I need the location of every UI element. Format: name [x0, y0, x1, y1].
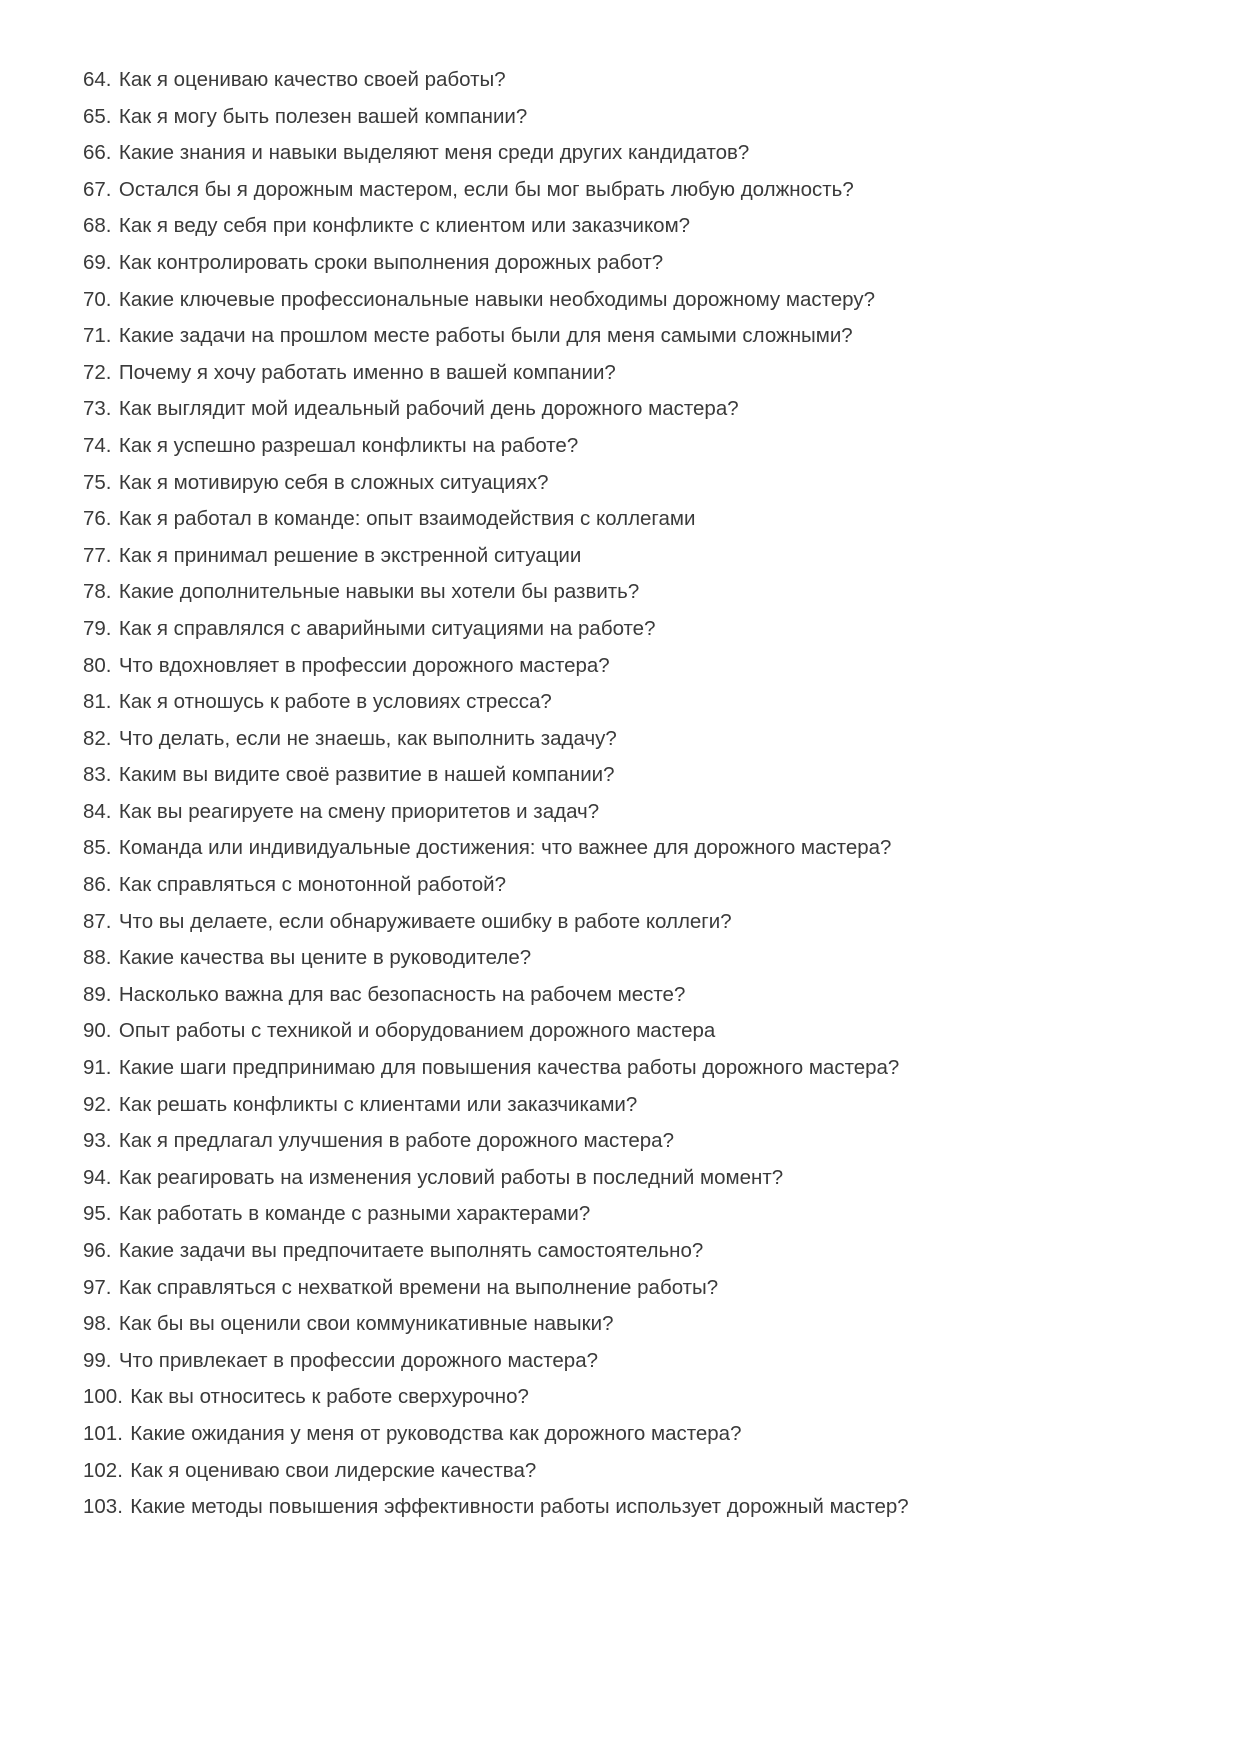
question-item	[83, 1013, 1199, 1050]
question-item	[83, 757, 1199, 794]
question-text: Какие ожидания у меня от руководства как дорожного мастера?	[130, 1421, 742, 1445]
question-item	[83, 648, 1199, 685]
question-item	[83, 538, 1199, 575]
question-item	[83, 904, 1199, 941]
question-item	[83, 1453, 1199, 1490]
question-item	[83, 721, 1199, 758]
question-number: 94.	[83, 1165, 112, 1189]
question-item	[83, 428, 1199, 465]
question-item	[83, 1343, 1199, 1380]
question-number: 100.	[83, 1385, 123, 1409]
question-item	[83, 1306, 1199, 1343]
question-item	[83, 977, 1199, 1014]
question-text: Как я принимал решение в экстренной ситуации	[118, 543, 582, 567]
question-number: 88.	[83, 946, 112, 970]
question-number: 95.	[83, 1202, 112, 1226]
question-number: 98.	[83, 1312, 112, 1336]
question-item	[83, 1123, 1199, 1160]
question-text: Какие ключевые профессиональные навыки необходимы дорожному мастеру?	[118, 287, 875, 311]
question-number: 89.	[83, 982, 112, 1006]
question-item	[83, 1379, 1199, 1416]
question-number: 102.	[83, 1458, 123, 1482]
question-text: Как работать в команде с разными характерами?	[118, 1202, 591, 1226]
question-number: 96.	[83, 1239, 112, 1262]
question-item	[83, 135, 1199, 172]
question-number: 81.	[83, 690, 112, 714]
question-number: 92.	[83, 1092, 112, 1116]
question-item	[83, 867, 1199, 904]
question-item	[83, 1270, 1199, 1307]
question-item	[83, 282, 1199, 319]
question-text: Как вы относитесь к работе сверхурочно?	[130, 1385, 529, 1409]
question-item	[83, 99, 1199, 136]
question-text: Почему я хочу работать именно в вашей компании?	[118, 360, 616, 384]
question-number: 72.	[83, 360, 112, 384]
question-number: 86.	[83, 873, 112, 897]
question-text: Как справляться с монотонной работой?	[118, 873, 507, 897]
question-text: Как я предлагал улучшения в работе дорожного мастера?	[118, 1129, 674, 1153]
question-number: 77.	[83, 543, 112, 567]
question-item	[83, 62, 1199, 99]
question-item	[83, 391, 1199, 428]
question-text: Насколько важна для вас безопасность на рабочем месте?	[118, 982, 686, 1006]
question-number: 85.	[83, 836, 112, 860]
question-number: 87.	[83, 909, 112, 933]
question-number: 103.	[83, 1495, 123, 1519]
question-text: Как бы вы оценили свои коммуникативные навыки?	[118, 1312, 614, 1336]
question-item	[83, 940, 1199, 977]
question-item	[83, 611, 1199, 648]
question-number: 74.	[83, 433, 112, 457]
question-item	[83, 1160, 1199, 1197]
question-text: Остался бы я дорожным мастером, если бы мог выбрать любую должность?	[118, 177, 854, 201]
question-list	[83, 62, 1199, 1526]
question-item	[83, 1050, 1199, 1087]
question-text: Как выглядит мой идеальный рабочий день дорожного мастера?	[118, 397, 739, 421]
question-text: Как я успешно разрешал конфликты на работе?	[118, 433, 579, 457]
question-number: 97.	[83, 1275, 112, 1299]
question-item	[83, 1416, 1199, 1453]
question-text: Какие задачи вы предпочитаете выполнять самостоятельно?	[118, 1239, 704, 1262]
question-text: Как решать конфликты с клиентами или заказчиками?	[118, 1092, 638, 1116]
question-item	[83, 355, 1199, 392]
question-text: Какие знания и навыки выделяют меня среди других кандидатов?	[118, 141, 750, 165]
question-item	[83, 1233, 1199, 1270]
question-text: Какие задачи на прошлом месте работы были для меня самыми сложными?	[118, 324, 853, 348]
question-item	[83, 1087, 1199, 1124]
question-number: 64.	[83, 68, 112, 91]
question-number: 68.	[83, 214, 112, 238]
question-item	[83, 501, 1199, 538]
question-item	[83, 830, 1199, 867]
question-text: Как я отношусь к работе в условиях стресса?	[118, 690, 552, 714]
question-item	[83, 1196, 1199, 1233]
question-item	[83, 172, 1199, 209]
question-text: Какие качества вы цените в руководителе?	[118, 946, 532, 970]
question-item	[83, 1489, 1199, 1526]
question-number: 80.	[83, 653, 112, 677]
question-number: 66.	[83, 141, 112, 165]
question-item	[83, 208, 1199, 245]
question-text: Как я могу быть полезен вашей компании?	[118, 104, 528, 128]
question-number: 73.	[83, 397, 112, 421]
question-number: 90.	[83, 1019, 112, 1043]
question-number: 71.	[83, 324, 112, 348]
question-number: 70.	[83, 287, 112, 311]
question-text: Как я мотивирую себя в сложных ситуациях?	[118, 470, 549, 494]
question-number: 84.	[83, 799, 112, 823]
question-item	[83, 465, 1199, 502]
question-number: 67.	[83, 177, 112, 201]
question-number: 76.	[83, 507, 112, 531]
question-number: 91.	[83, 1056, 112, 1080]
question-text: Как вы реагируете на смену приоритетов и задач?	[118, 799, 600, 823]
question-number: 78.	[83, 580, 112, 604]
question-text: Что делать, если не знаешь, как выполнить задачу?	[118, 726, 617, 750]
question-text: Как контролировать сроки выполнения дорожных работ?	[118, 250, 664, 274]
question-number: 83.	[83, 763, 112, 787]
question-text: Что привлекает в профессии дорожного мастера?	[118, 1348, 599, 1372]
question-text: Как я оцениваю качество своей работы?	[118, 68, 506, 91]
question-text: Как справляться с нехваткой времени на выполнение работы?	[118, 1275, 719, 1299]
question-text: Как реагировать на изменения условий работы в последний момент?	[118, 1165, 784, 1189]
question-item	[83, 245, 1199, 282]
question-text: Какие шаги предпринимаю для повышения качества работы дорожного мастера?	[118, 1056, 900, 1080]
question-text: Как я оцениваю свои лидерские качества?	[130, 1458, 537, 1482]
question-text: Как я справлялся с аварийными ситуациями на работе?	[118, 616, 656, 640]
question-item	[83, 794, 1199, 831]
question-text: Опыт работы с техникой и оборудованием дорожного мастера	[118, 1019, 716, 1043]
question-number: 75.	[83, 470, 112, 494]
question-text: Как я работал в команде: опыт взаимодействия с коллегами	[118, 507, 696, 531]
question-item	[83, 574, 1199, 611]
question-text: Какие методы повышения эффективности работы использует дорожный мастер?	[130, 1495, 909, 1519]
question-item	[83, 684, 1199, 721]
question-number: 99.	[83, 1348, 112, 1372]
question-number: 82.	[83, 726, 112, 750]
question-item	[83, 318, 1199, 355]
question-number: 65.	[83, 104, 112, 128]
question-text: Команда или индивидуальные достижения: что важнее для дорожного мастера?	[118, 836, 892, 860]
question-text: Что вдохновляет в профессии дорожного мастера?	[118, 653, 610, 677]
question-number: 69.	[83, 250, 112, 274]
question-text: Каким вы видите своё развитие в нашей компании?	[118, 763, 615, 787]
question-number: 79.	[83, 616, 112, 640]
question-text: Какие дополнительные навыки вы хотели бы развить?	[118, 580, 640, 604]
question-text: Что вы делаете, если обнаруживаете ошибку в работе коллеги?	[118, 909, 732, 933]
question-number: 93.	[83, 1129, 112, 1153]
question-number: 101.	[83, 1421, 123, 1445]
question-text: Как я веду себя при конфликте с клиентом или заказчиком?	[118, 214, 691, 238]
